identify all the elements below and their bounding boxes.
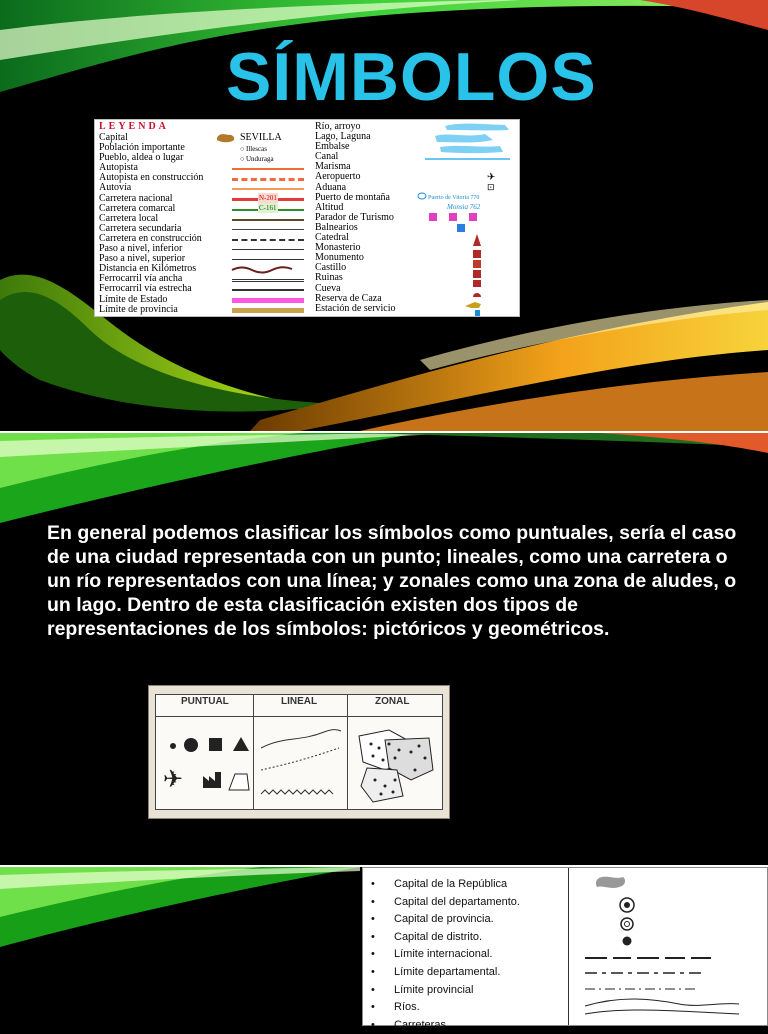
lake-icon bbox=[435, 134, 493, 143]
list-item: • Ríos. bbox=[369, 999, 520, 1017]
legend-right-symbols bbox=[425, 122, 517, 320]
list-item: • Carreteras bbox=[369, 1017, 520, 1034]
legend-item: Capital bbox=[99, 132, 128, 143]
dot-icon bbox=[170, 743, 176, 749]
slide-2 bbox=[0, 433, 768, 865]
road-construction-line bbox=[232, 239, 304, 241]
factory-icon bbox=[203, 772, 221, 788]
circle-icon bbox=[184, 738, 198, 752]
legend-item: Aeropuerto bbox=[315, 171, 361, 183]
decorative-swoosh-middle bbox=[0, 433, 768, 523]
pass-label: Puerto de Vitoria 770 bbox=[428, 195, 480, 201]
decorative-swoosh-bottom bbox=[0, 867, 360, 947]
header-zonal: ZONAL bbox=[375, 696, 410, 707]
reservoir-icon bbox=[440, 146, 503, 153]
overpass-line bbox=[232, 259, 304, 260]
legend-item: Catedral bbox=[315, 232, 349, 244]
legend-item: Puerto de montaña bbox=[315, 191, 390, 203]
comarcal-road-label: C-161 bbox=[259, 203, 277, 212]
list-item: • Capital del departamento. bbox=[369, 894, 520, 912]
map-symbol-list bbox=[362, 867, 768, 1031]
local-road-line bbox=[232, 219, 304, 221]
customs-icon: ⊡ bbox=[487, 182, 495, 192]
classification-paragraph: En general podemos clasificar los símbolos como puntuales, sería el caso de una ciudad representada con un punto; lineales, como una carretera o un río representados con una línea; y zonales como una zona de aludes, o un lago. Dentro de esta clasificación existen dos tipos de representaciones de los símbolos: pictóricos y geométricos. bbox=[47, 522, 737, 640]
legend-item: Pueblo, aldea o lugar bbox=[99, 152, 184, 164]
narrow-rail-line bbox=[232, 289, 304, 291]
list-item: • Capital de la República bbox=[369, 876, 520, 894]
legend-right-icons bbox=[425, 122, 517, 317]
legend-item: Paso a nivel, inferior bbox=[99, 243, 183, 255]
legend-item: Embalse bbox=[315, 141, 350, 153]
legend-item: Lago, Laguna bbox=[315, 131, 371, 143]
figure-symbols bbox=[149, 686, 449, 818]
legend-item: Paso a nivel, superior bbox=[99, 253, 186, 265]
legend-item: Aduana bbox=[315, 181, 347, 193]
airplane-icon: ✈ bbox=[163, 765, 184, 793]
legend-item: Carretera en construcción bbox=[99, 232, 202, 244]
legend-item: Carretera secundaria bbox=[99, 222, 182, 234]
list-item: • Límite departamental. bbox=[369, 964, 520, 982]
hunting-reserve-icon bbox=[465, 302, 481, 308]
legend-item: Marisma bbox=[315, 161, 351, 173]
zigzag-line-icon bbox=[261, 790, 333, 794]
legend-item: Monasterio bbox=[315, 242, 361, 254]
list-item: • Capital de distrito. bbox=[369, 929, 520, 947]
legend-left-column bbox=[99, 133, 203, 315]
legend-item: Río, arroyo bbox=[315, 121, 361, 132]
legend-item: Balnearios bbox=[315, 221, 358, 233]
altitude-label: Monsia 762 bbox=[447, 203, 481, 211]
symbol-types-figure bbox=[148, 685, 450, 819]
triangle-icon bbox=[233, 737, 249, 751]
legend-item: Carretera nacional bbox=[99, 192, 173, 204]
capital-label: SEVILLA bbox=[240, 132, 282, 143]
header-lineal: LINEAL bbox=[281, 696, 318, 707]
page-title: SÍMBOLOS bbox=[226, 39, 597, 115]
river-icon bbox=[445, 124, 509, 131]
ruins-icon bbox=[473, 280, 481, 287]
building-icon bbox=[229, 774, 249, 790]
cathedral-icon bbox=[473, 234, 481, 246]
road-line-icon bbox=[261, 730, 341, 748]
gas-station-icon bbox=[475, 310, 480, 316]
legend-item: Cueva bbox=[315, 282, 341, 294]
rail-line-icon bbox=[261, 748, 339, 770]
legend-item: Límite de provincia bbox=[99, 303, 178, 315]
legend-item: Autopista en construcción bbox=[99, 172, 204, 184]
cave-icon bbox=[473, 293, 481, 297]
list-item: • Capital de provincia. bbox=[369, 911, 520, 929]
legend-item: Canal bbox=[315, 151, 339, 163]
motorway-construction-line bbox=[232, 178, 304, 181]
village-symbol: ○ Unduraga bbox=[240, 155, 274, 164]
broad-rail-line bbox=[232, 279, 304, 282]
legend-item: Estación de servicio bbox=[315, 302, 396, 314]
national-road-label: N-201 bbox=[259, 193, 277, 202]
village-label: Unduraga bbox=[245, 155, 274, 164]
distance-line-icon bbox=[230, 264, 300, 274]
state-boundary-line bbox=[232, 298, 304, 303]
airplane-icon: ✈ bbox=[487, 172, 496, 183]
list-item: • Límite provincial bbox=[369, 982, 520, 1000]
pass-icon bbox=[418, 193, 426, 199]
capital-republic-icon bbox=[596, 877, 625, 888]
legend-item: Carretera local bbox=[99, 212, 159, 224]
legend-item: Autopista bbox=[99, 162, 138, 174]
list-symbols bbox=[569, 868, 767, 1025]
legend-item: Autovía bbox=[99, 182, 132, 194]
motorway-line bbox=[232, 168, 304, 170]
legend-item: Población importante bbox=[99, 142, 185, 154]
map-legend-image bbox=[94, 119, 520, 317]
header-puntual: PUNTUAL bbox=[181, 696, 229, 707]
river-icon bbox=[585, 999, 739, 1006]
legend-item: Reserva de Caza bbox=[315, 292, 382, 304]
legend-item: Ferrocarril vía estrecha bbox=[99, 283, 192, 295]
monastery-icon bbox=[473, 250, 481, 258]
province-capital-icon bbox=[621, 918, 633, 930]
legend-item: Altitud bbox=[315, 201, 344, 213]
town-label: Illescas bbox=[245, 145, 267, 154]
parador-icon bbox=[429, 213, 437, 221]
dual-road-line bbox=[232, 188, 304, 190]
legend-item: Monumento bbox=[315, 252, 364, 264]
secondary-road-line bbox=[232, 229, 304, 230]
district-capital-icon bbox=[623, 937, 632, 946]
slide-1 bbox=[0, 0, 768, 431]
castle-icon bbox=[473, 270, 481, 278]
symbol-items bbox=[369, 876, 520, 1034]
legend-item: Distancia en Kilómetros bbox=[99, 263, 197, 275]
legend-item: Carretera comarcal bbox=[99, 202, 176, 214]
capital-blob-icon bbox=[216, 133, 236, 143]
province-boundary-line bbox=[232, 308, 304, 313]
legend-item: Parador de Turismo bbox=[315, 211, 394, 223]
legend-item: Castillo bbox=[315, 262, 347, 274]
underpass-line bbox=[232, 249, 304, 250]
list-item: • Límite internacional. bbox=[369, 946, 520, 964]
legend-item: Ferrocarril vía ancha bbox=[99, 273, 183, 285]
legend-left-symbols bbox=[230, 133, 306, 315]
square-icon bbox=[209, 738, 222, 751]
spa-icon bbox=[457, 224, 465, 232]
legend-item: Límite de Estado bbox=[99, 293, 168, 305]
monument-icon bbox=[473, 260, 481, 268]
slide-3 bbox=[0, 867, 768, 1031]
legend-right-column bbox=[315, 122, 396, 314]
legend-item: Ruinas bbox=[315, 272, 343, 284]
town-symbol: ○ Illescas bbox=[240, 145, 267, 154]
legend-heading: LEYENDA bbox=[99, 121, 169, 132]
